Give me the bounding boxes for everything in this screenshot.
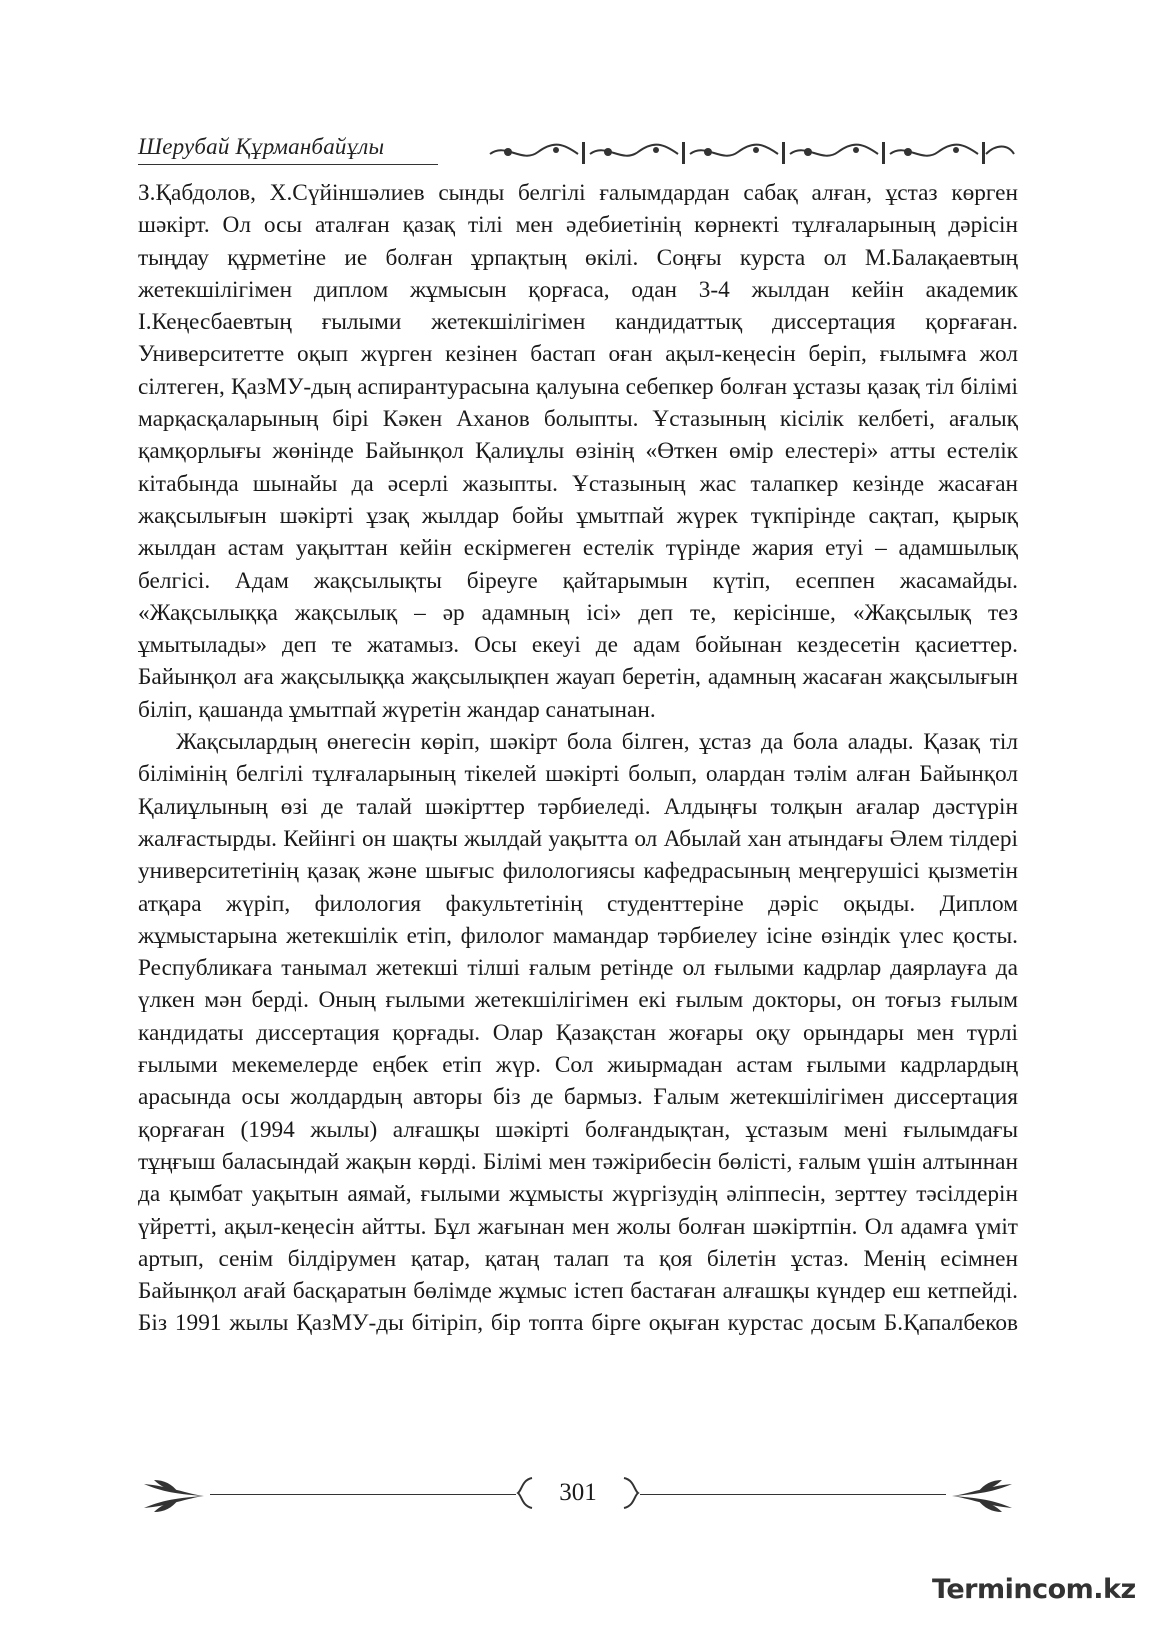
watermark-text: Termincom.kz — [932, 1574, 1136, 1605]
scroll-ornament-icon — [486, 136, 1018, 166]
page-number: 301 — [559, 1479, 597, 1506]
running-head-author: Шерубай Құрманбайұлы — [138, 134, 385, 159]
page-footer — [138, 1470, 1018, 1520]
footer-rule-left — [210, 1494, 516, 1495]
header-rule — [138, 164, 438, 165]
leaf-ornament-icon — [948, 1478, 1018, 1512]
bracket-right-icon — [622, 1476, 640, 1510]
paragraph-1: З.Қабдолов, Х.Сүйіншәлиев сынды белгілі ғалымдардан сабақ алған, ұстаз көрген шәкірт. Ол осы аталған қазақ тілі мен әдебиетінің көрнекті тұлғаларының дәрісін тыңдау құрметіне ие болған ұрпақтың өкілі. Соңғы курста ол М.Балақаевтың жетекшілігімен диплом жұмысын қорғаса, одан 3-4 жылдан кейін академик І.Кеңесбаевтың ғылыми жетекшілігімен кандидаттық диссертация қорғаған. Университетте оқып жүрген кезінен бастап оған ақыл-кеңесін беріп, ғылымға жол сілтеген, ҚазМУ-дың аспирантурасына қалуына себепкер болған ұстазы қазақ тіл білімі марқасқаларының бірі Кәкен Аханов болыпты. Ұстазының кісілік келбеті, ағалық қамқорлығы жөнінде Байынқол Қалиұлы өзінің «Өткен өмір елестері» атты естелік кітабында шынайы да әсерлі жазыпты. Ұстазының жас талапкер кезінде жасаған жақсылығын шәкірті ұзақ жылдар бойы ұмытпай жүрек түкпірінде сақтап, қырық жылдан астам уақыттан кейін ескірмеген естелік түрінде жария етуі – адамшылық белгісі. Адам жақсылықты біреуге қайтарымын күтіп, есеппен жасамайды. «Жақсылыққа жақсылық – әр адамның ісі» деп те, керісінше, «Жақсылық тез ұмытылады» деп те жатамыз. Осы екеуі де адам бойынан кездесетін қасиеттер. Байынқол аға жақсылыққа жақсылықпен жауап беретін, адамның жасаған жақсылығын біліп, қашанда ұмытпай жүретін жандар санатынан. — [138, 180, 1018, 723]
paragraph-2: Жақсылардың өнегесін көріп, шәкірт бола білген, ұстаз да бола алады. Қазақ тіл білімінің белгілі тұлғаларының тікелей шәкірті болып, олардан тәлім алған Байынқол Қалиұлының өзі де талай шәкірттер тәрбиеледі. Алдыңғы толқын ағалар дәстүрін жалғастырды. Кейінгі он шақты жылдай уақытта ол Абылай хан атындағы Әлем тілдері университетінің қазақ және шығыс филологиясы кафедрасының меңгерушісі қызметін атқара жүріп, филология факультетінің студенттеріне дәріс оқыды. Диплом жұмыстарына жетекшілік етіп, филолог мамандар тәрбиелеу ісіне өзіндік үлес қосты. Республикаға танымал жетекші тілші ғалым ретінде ол ғылыми кадрлар даярлауға да үлкен мән берді. Оның ғылыми жетекшілігімен екі ғылым докторы, он тоғыз ғылым кандидаты диссертация қорғады. Олар Қазақстан жоғары оқу орындары мен түрлі ғылыми мекемелерде еңбек етіп жүр. Сол жиырмадан астам ғылыми кадрлардың арасында осы жолдардың авторы біз де бармыз. Ғалым жетекшілігімен диссертация қорғаған (1994 жылы) алғашқы шәкірті болғандықтан, ұстазым мені ғылымдағы тұңғыш баласындай жақын көрді. Білімі мен тәжірибесін бөлісті, ғалым үшін алтыннан да қымбат уақытын аямай, ғылыми жұмысты жүргізудің әліппесін, зерттеу тәсілдерін үйретті, ақыл-кеңесін айтты. Бұл жағынан мен жолы болған шәкіртпін. Ол адамға үміт артып, сенім білдірумен қатар, қатаң талап та қоя білетін ұстаз. Менің есімнен Байынқол ағай басқаратын бөлімде жұмыс істеп бастаған алғашқы күндер еш кетпейді. Біз 1991 жылы ҚазМУ-ды бітіріп, бір топта бірге оқыған курстас досым Б.Қапалбеков — [138, 729, 1018, 1337]
body-text — [138, 177, 1018, 1340]
footer-rule-right — [640, 1494, 946, 1495]
watermark — [918, 1574, 1140, 1614]
leaf-ornament-icon — [138, 1478, 208, 1512]
page-header — [138, 134, 1018, 168]
